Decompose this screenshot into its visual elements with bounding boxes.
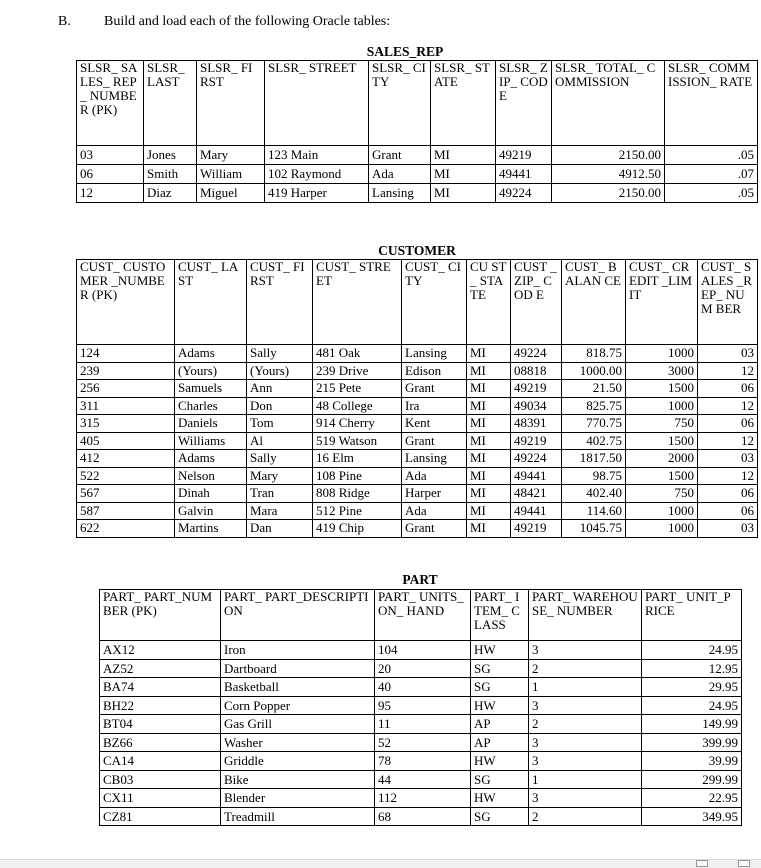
table-cell: MI	[467, 520, 511, 538]
customer-header-cell: CUST_ STREET	[313, 260, 402, 345]
customer-header-cell: CUST _ZIP_ COD E	[511, 260, 562, 345]
table-cell: Diaz	[144, 184, 197, 203]
table-cell: 06	[698, 485, 758, 503]
table-cell: BA74	[100, 678, 221, 697]
table-cell: 12	[698, 432, 758, 450]
sales-rep-body	[77, 146, 758, 203]
table-cell: MI	[467, 450, 511, 468]
table-cell: 3	[529, 641, 642, 660]
table-cell: 112	[375, 789, 471, 808]
table-cell: 299.99	[642, 770, 742, 789]
table-cell: Sally	[247, 345, 313, 363]
table-cell: 114.60	[562, 502, 626, 520]
table-cell: 587	[77, 502, 175, 520]
table-cell: 16 Elm	[313, 450, 402, 468]
table-cell: (Yours)	[175, 362, 247, 380]
table-cell: 149.99	[642, 715, 742, 734]
table-cell: Daniels	[175, 415, 247, 433]
customer-title: CUSTOMER	[378, 243, 456, 258]
table-cell: 3	[529, 696, 642, 715]
table-cell: 1000	[626, 520, 698, 538]
part-header-cell: PART_ PART_NUMBER (PK)	[100, 590, 221, 641]
table-cell: 519 Watson	[313, 432, 402, 450]
table-cell: 1817.50	[562, 450, 626, 468]
table-cell: BH22	[100, 696, 221, 715]
table-row	[100, 678, 742, 697]
table-cell: Treadmill	[221, 807, 375, 826]
table-cell: 24.95	[642, 641, 742, 660]
sales-rep-header-cell: SLSR_ SALES_ REP_ NUMBE R (PK)	[77, 61, 144, 146]
table-cell: 419 Chip	[313, 520, 402, 538]
table-row	[100, 770, 742, 789]
table-cell: Ira	[402, 397, 467, 415]
table-cell: Ada	[369, 165, 431, 184]
table-cell: MI	[467, 485, 511, 503]
table-cell: Nelson	[175, 467, 247, 485]
table-cell: MI	[467, 362, 511, 380]
table-cell: Ada	[402, 502, 467, 520]
table-cell: 4912.50	[552, 165, 665, 184]
table-row	[100, 789, 742, 808]
table-cell: 2000	[626, 450, 698, 468]
table-cell: Lansing	[369, 184, 431, 203]
customer-header-row	[77, 260, 758, 345]
table-cell: 1000	[626, 502, 698, 520]
table-cell: SG	[471, 770, 529, 789]
table-cell: 770.75	[562, 415, 626, 433]
table-cell: Basketball	[221, 678, 375, 697]
table-cell: Galvin	[175, 502, 247, 520]
table-row	[77, 362, 758, 380]
customer-table	[76, 259, 758, 538]
table-row	[77, 415, 758, 433]
table-row	[77, 165, 758, 184]
table-cell: 12	[77, 184, 144, 203]
sales-rep-header-row	[77, 61, 758, 146]
table-cell: Kent	[402, 415, 467, 433]
scroll-right-icon[interactable]	[738, 860, 750, 867]
table-cell: 06	[77, 165, 144, 184]
table-row	[100, 696, 742, 715]
sales-rep-header-cell: SLSR_ COMM ISSION_ RATE	[665, 61, 758, 146]
table-cell: 108 Pine	[313, 467, 402, 485]
table-cell: Harper	[402, 485, 467, 503]
customer-header-cell: CU ST_ STA TE	[467, 260, 511, 345]
table-cell: 1000	[626, 397, 698, 415]
table-cell: 2	[529, 807, 642, 826]
table-cell: Dinah	[175, 485, 247, 503]
table-cell: CX11	[100, 789, 221, 808]
table-cell: William	[197, 165, 265, 184]
table-cell: Dartboard	[221, 659, 375, 678]
table-cell: 1500	[626, 432, 698, 450]
table-cell: 1000	[626, 345, 698, 363]
table-cell: .07	[665, 165, 758, 184]
table-cell: Tom	[247, 415, 313, 433]
table-cell: Edison	[402, 362, 467, 380]
table-cell: 22.95	[642, 789, 742, 808]
table-cell: .05	[665, 146, 758, 165]
table-row	[77, 345, 758, 363]
table-cell: AP	[471, 733, 529, 752]
table-cell: Adams	[175, 450, 247, 468]
table-row	[77, 450, 758, 468]
table-cell: Charles	[175, 397, 247, 415]
table-cell: 567	[77, 485, 175, 503]
table-cell: MI	[467, 345, 511, 363]
table-cell: Ada	[402, 467, 467, 485]
table-row	[100, 752, 742, 771]
table-cell: 808 Ridge	[313, 485, 402, 503]
table-cell: 39.99	[642, 752, 742, 771]
table-cell: .05	[665, 184, 758, 203]
table-cell: Adams	[175, 345, 247, 363]
customer-header-cell: CUST_ BALAN CE	[562, 260, 626, 345]
customer-header-cell: CUST_ CREDIT _LIMIT	[626, 260, 698, 345]
table-cell: 402.75	[562, 432, 626, 450]
table-cell: 06	[698, 502, 758, 520]
table-cell: 03	[698, 345, 758, 363]
table-cell: Mary	[247, 467, 313, 485]
table-cell: 3	[529, 733, 642, 752]
table-cell: Williams	[175, 432, 247, 450]
table-cell: 349.95	[642, 807, 742, 826]
table-cell: Al	[247, 432, 313, 450]
table-cell: CB03	[100, 770, 221, 789]
table-cell: 49219	[511, 432, 562, 450]
table-cell: 21.50	[562, 380, 626, 398]
table-cell: 12	[698, 362, 758, 380]
table-row	[77, 485, 758, 503]
table-row	[77, 146, 758, 165]
table-cell: Iron	[221, 641, 375, 660]
section-heading	[58, 14, 390, 30]
table-cell: 825.75	[562, 397, 626, 415]
table-row	[100, 659, 742, 678]
table-cell: 2150.00	[552, 146, 665, 165]
section-instruction: Build and load each of the following Oracle tables:	[104, 14, 391, 29]
sales-rep-header-cell: SLSR_ TOTAL_ COMMISSION	[552, 61, 665, 146]
table-cell: 49224	[496, 184, 552, 203]
table-cell: 49441	[496, 165, 552, 184]
table-cell: 622	[77, 520, 175, 538]
table-cell: HW	[471, 752, 529, 771]
table-cell: 239	[77, 362, 175, 380]
table-cell: SG	[471, 678, 529, 697]
table-cell: Blender	[221, 789, 375, 808]
sales-rep-header-cell: SLSR_ STATE	[431, 61, 496, 146]
table-cell: Samuels	[175, 380, 247, 398]
table-cell: AP	[471, 715, 529, 734]
table-cell: Tran	[247, 485, 313, 503]
sales-rep-header-cell: SLSR_ LAST	[144, 61, 197, 146]
table-cell: 06	[698, 380, 758, 398]
table-cell: 49219	[496, 146, 552, 165]
customer-header-cell: CUST_ CITY	[402, 260, 467, 345]
table-cell: 95	[375, 696, 471, 715]
customer-header-cell: CUST_ SALES _REP_ NUM BER	[698, 260, 758, 345]
table-cell: Corn Popper	[221, 696, 375, 715]
table-cell: 399.99	[642, 733, 742, 752]
table-cell: 256	[77, 380, 175, 398]
table-cell: Miguel	[197, 184, 265, 203]
table-cell: Grant	[402, 520, 467, 538]
scroll-left-icon[interactable]	[696, 860, 708, 867]
table-cell: 215 Pete	[313, 380, 402, 398]
table-cell: AZ52	[100, 659, 221, 678]
table-cell: 2150.00	[552, 184, 665, 203]
table-cell: Lansing	[402, 450, 467, 468]
table-cell: 481 Oak	[313, 345, 402, 363]
table-cell: 06	[698, 415, 758, 433]
table-cell: 49219	[511, 520, 562, 538]
table-cell: HW	[471, 789, 529, 808]
table-cell: 1000.00	[562, 362, 626, 380]
table-cell: 1	[529, 678, 642, 697]
table-cell: Martins	[175, 520, 247, 538]
table-cell: Mary	[197, 146, 265, 165]
part-header-cell: PART_ ITEM_ CLASS	[471, 590, 529, 641]
customer-body	[77, 345, 758, 538]
table-cell: Dan	[247, 520, 313, 538]
table-cell: 03	[698, 450, 758, 468]
table-row	[77, 397, 758, 415]
table-cell: MI	[467, 432, 511, 450]
table-cell: MI	[467, 380, 511, 398]
table-cell: 52	[375, 733, 471, 752]
table-cell: Bike	[221, 770, 375, 789]
table-cell: Sally	[247, 450, 313, 468]
table-row	[77, 184, 758, 203]
table-row	[100, 715, 742, 734]
table-cell: 49219	[511, 380, 562, 398]
table-cell: HW	[471, 641, 529, 660]
table-cell: 512 Pine	[313, 502, 402, 520]
part-header-cell: PART_ UNITS_ON_ HAND	[375, 590, 471, 641]
table-cell: 3	[529, 789, 642, 808]
table-cell: Griddle	[221, 752, 375, 771]
customer-header-cell: CUST_ FIRST	[247, 260, 313, 345]
table-cell: 419 Harper	[265, 184, 369, 203]
table-row	[100, 641, 742, 660]
table-cell: 402.40	[562, 485, 626, 503]
table-row	[100, 807, 742, 826]
table-cell: MI	[431, 165, 496, 184]
table-cell: Gas Grill	[221, 715, 375, 734]
table-cell: 818.75	[562, 345, 626, 363]
table-cell: 12	[698, 467, 758, 485]
table-cell: 1500	[626, 467, 698, 485]
table-cell: Grant	[369, 146, 431, 165]
table-cell: MI	[467, 415, 511, 433]
table-cell: 1045.75	[562, 520, 626, 538]
table-cell: 49441	[511, 467, 562, 485]
table-cell: MI	[431, 146, 496, 165]
table-cell: 11	[375, 715, 471, 734]
horizontal-scrollbar[interactable]	[0, 859, 761, 868]
table-cell: 12.95	[642, 659, 742, 678]
table-cell: 49034	[511, 397, 562, 415]
part-header-cell: PART_ UNIT_PRICE	[642, 590, 742, 641]
part-header-cell: PART_ WAREHOUSE_ NUMBER	[529, 590, 642, 641]
table-cell: 239 Drive	[313, 362, 402, 380]
table-cell: SG	[471, 807, 529, 826]
table-cell: 49224	[511, 345, 562, 363]
table-cell: 68	[375, 807, 471, 826]
table-cell: 03	[77, 146, 144, 165]
table-cell: BZ66	[100, 733, 221, 752]
table-cell: 315	[77, 415, 175, 433]
table-cell: 48421	[511, 485, 562, 503]
table-cell: 311	[77, 397, 175, 415]
table-cell: 08818	[511, 362, 562, 380]
table-cell: 102 Raymond	[265, 165, 369, 184]
table-cell: Lansing	[402, 345, 467, 363]
sales-rep-header-cell: SLSR_ CITY	[369, 61, 431, 146]
table-cell: Grant	[402, 432, 467, 450]
customer-header-cell: CUST_ CUSTOMER _NUMBER (PK)	[77, 260, 175, 345]
table-cell: HW	[471, 696, 529, 715]
sales-rep-header-cell: SLSR_ STREET	[265, 61, 369, 146]
table-cell: CZ81	[100, 807, 221, 826]
customer-header-cell: CUST_ LAST	[175, 260, 247, 345]
table-cell: 40	[375, 678, 471, 697]
section-letter: B.	[58, 14, 71, 29]
sales-rep-table	[76, 60, 758, 203]
table-cell: BT04	[100, 715, 221, 734]
table-cell: 750	[626, 485, 698, 503]
table-cell: 3	[529, 752, 642, 771]
table-cell: MI	[467, 467, 511, 485]
table-row	[77, 502, 758, 520]
table-cell: MI	[467, 502, 511, 520]
table-cell: Washer	[221, 733, 375, 752]
table-cell: 20	[375, 659, 471, 678]
sales-rep-header-cell: SLSR_ ZIP_ CODE	[496, 61, 552, 146]
part-body	[100, 641, 742, 826]
part-header-row	[100, 590, 742, 641]
table-cell: 1	[529, 770, 642, 789]
table-row	[77, 520, 758, 538]
table-cell: Jones	[144, 146, 197, 165]
table-cell: Don	[247, 397, 313, 415]
table-cell: 412	[77, 450, 175, 468]
table-cell: 405	[77, 432, 175, 450]
table-cell: 124	[77, 345, 175, 363]
table-cell: 49441	[511, 502, 562, 520]
table-cell: 123 Main	[265, 146, 369, 165]
table-cell: Ann	[247, 380, 313, 398]
table-cell: CA14	[100, 752, 221, 771]
table-cell: 24.95	[642, 696, 742, 715]
table-row	[77, 467, 758, 485]
table-cell: (Yours)	[247, 362, 313, 380]
sales-rep-header-cell: SLSR_ FIRST	[197, 61, 265, 146]
table-cell: 2	[529, 715, 642, 734]
table-cell: 44	[375, 770, 471, 789]
table-cell: 914 Cherry	[313, 415, 402, 433]
table-row	[77, 432, 758, 450]
table-cell: 12	[698, 397, 758, 415]
table-cell: 78	[375, 752, 471, 771]
table-cell: Grant	[402, 380, 467, 398]
table-cell: MI	[431, 184, 496, 203]
part-header-cell: PART_ PART_DESCRIPTION	[221, 590, 375, 641]
table-cell: 750	[626, 415, 698, 433]
table-cell: 49224	[511, 450, 562, 468]
table-cell: 104	[375, 641, 471, 660]
table-row	[77, 380, 758, 398]
part-title: PART	[402, 572, 438, 587]
table-cell: 522	[77, 467, 175, 485]
table-cell: 3000	[626, 362, 698, 380]
table-cell: 48391	[511, 415, 562, 433]
table-cell: AX12	[100, 641, 221, 660]
table-cell: 1500	[626, 380, 698, 398]
table-cell: 48 College	[313, 397, 402, 415]
table-row	[100, 733, 742, 752]
table-cell: Smith	[144, 165, 197, 184]
table-cell: 98.75	[562, 467, 626, 485]
table-cell: 03	[698, 520, 758, 538]
table-cell: SG	[471, 659, 529, 678]
sales-rep-title: SALES_REP	[366, 44, 444, 59]
table-cell: MI	[467, 397, 511, 415]
part-table	[99, 589, 742, 826]
table-cell: 2	[529, 659, 642, 678]
table-cell: Mara	[247, 502, 313, 520]
table-cell: 29.95	[642, 678, 742, 697]
